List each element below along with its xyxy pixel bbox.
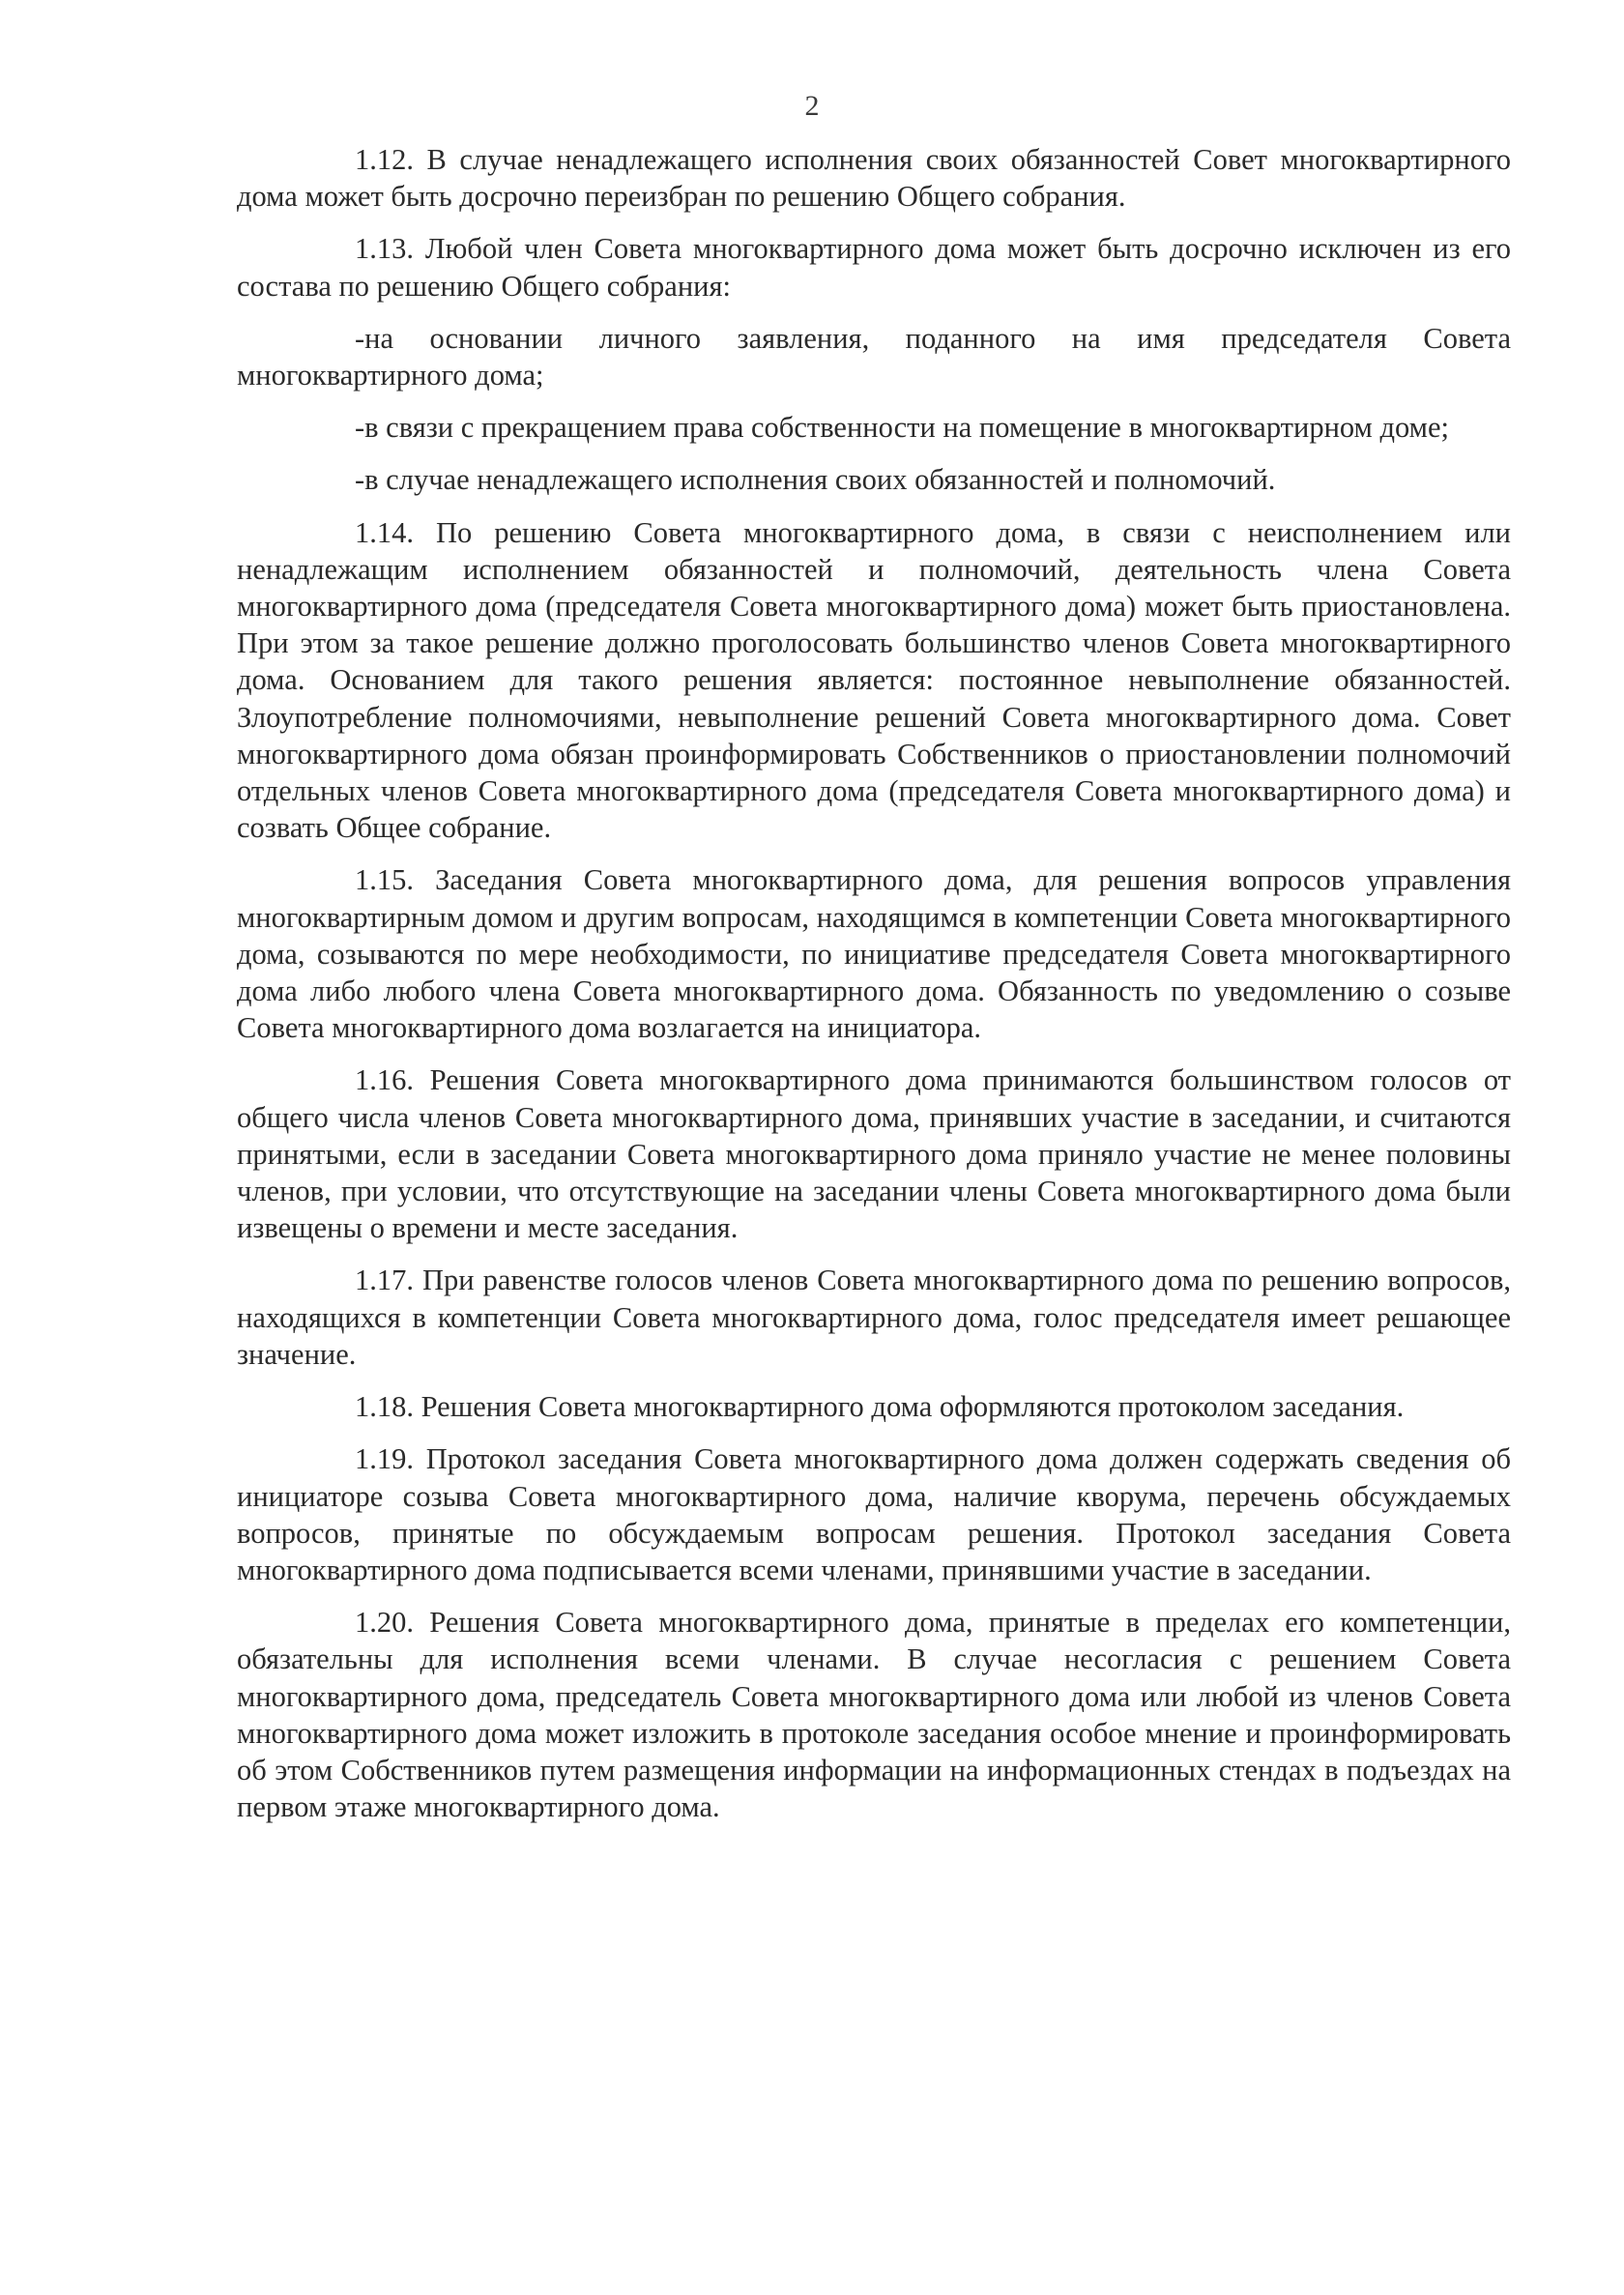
paragraph-1-14: 1.14. По решению Совета многоквартирного дома, в связи с неисполнением или ненадлежащим исполнением обязанностей и полномочий, деятельность члена Совета многоквартирного дома (председателя Совета многоквартирного дома) может быть приостановлена. При этом за такое решение должно проголосовать большинство членов Совета многоквартирного дома. Основанием для такого решения является: постоянное невыполнение обязанностей. Злоупотребление полномочиями, невыполнение решений Совета многоквартирного дома. Совет многоквартирного дома обязан проинформировать Собственников о приостановлении полномочий отдельных членов Совета многоквартирного дома (председателя Совета многоквартирного дома) и созвать Общее собрание.	[237, 515, 1511, 845]
paragraph-1-15: 1.15. Заседания Совета многоквартирного дома, для решения вопросов управления многоквартирным домом и другим вопросам, находящимся в компетенции Совета многоквартирного дома, созываются по мере необходимости, по инициативе председателя Совета многоквартирного дома либо любого члена Совета многоквартирного дома. Обязанность по уведомлению о созыве Совета многоквартирного дома возлагается на инициатора.	[237, 863, 1511, 1045]
paragraph-1-18: 1.18. Решения Совета многоквартирного дома оформляются протоколом заседания.	[355, 1390, 1405, 1424]
paragraph-1-12: 1.12. В случае ненадлежащего исполнения своих обязанностей Совет многоквартирного дома может быть досрочно переизбран по решению Общего собрания.	[237, 143, 1511, 214]
paragraph-1-19: 1.19. Протокол заседания Совета многоквартирного дома должен содержать сведения об инициаторе созыва Совета многоквартирного дома, наличие кворума, перечень обсуждаемых вопросов, принятые по обсуждаемым вопросам решения. Протокол заседания Совета многоквартирного дома подписывается всеми членами, принявшими участие в заседании.	[237, 1442, 1511, 1586]
paragraph-1-20: 1.20. Решения Совета многоквартирного дома, принятые в пределах его компетенции, обязательны для исполнения всеми членами. В случае несогласия с решением Совета многоквартирного дома, председатель Совета многоквартирного дома или любой из членов Совета многоквартирного дома может изложить в протоколе заседания особое мнение и проинформировать об этом Собственников путем размещения информации на информационных стендах в подъездах на первом этаже многоквартирного дома.	[237, 1606, 1511, 1824]
list-item-ownership-termination: -в связи с прекращением права собственности на помещение в многоквартирном доме;	[355, 411, 1449, 445]
page-number: 2	[804, 90, 820, 122]
paragraph-1-17: 1.17. При равенстве голосов членов Совета многоквартирного дома по решению вопросов, находящихся в компетенции Совета многоквартирного дома, голос председателя имеет решающее значение.	[237, 1264, 1511, 1371]
paragraph-1-13: 1.13. Любой член Совета многоквартирного дома может быть досрочно исключен из его состава по решению Общего собрания:	[237, 232, 1511, 303]
list-item-personal-application: -на основании личного заявления, поданного на имя председателя Совета многоквартирного дома;	[237, 321, 1511, 392]
document-body	[237, 141, 1511, 1841]
list-item-improper-performance: -в случае ненадлежащего исполнения своих обязанностей и полномочий.	[355, 463, 1276, 497]
paragraph-1-16: 1.16. Решения Совета многоквартирного дома принимаются большинством голосов от общего числа членов Совета многоквартирного дома, принявших участие в заседании, и считаются принятыми, если в заседании Совета многоквартирного дома приняло участие не менее половины членов, при условии, что отсутствующие на заседании члены Совета многоквартирного дома были извещены о времени и месте заседания.	[237, 1063, 1511, 1245]
